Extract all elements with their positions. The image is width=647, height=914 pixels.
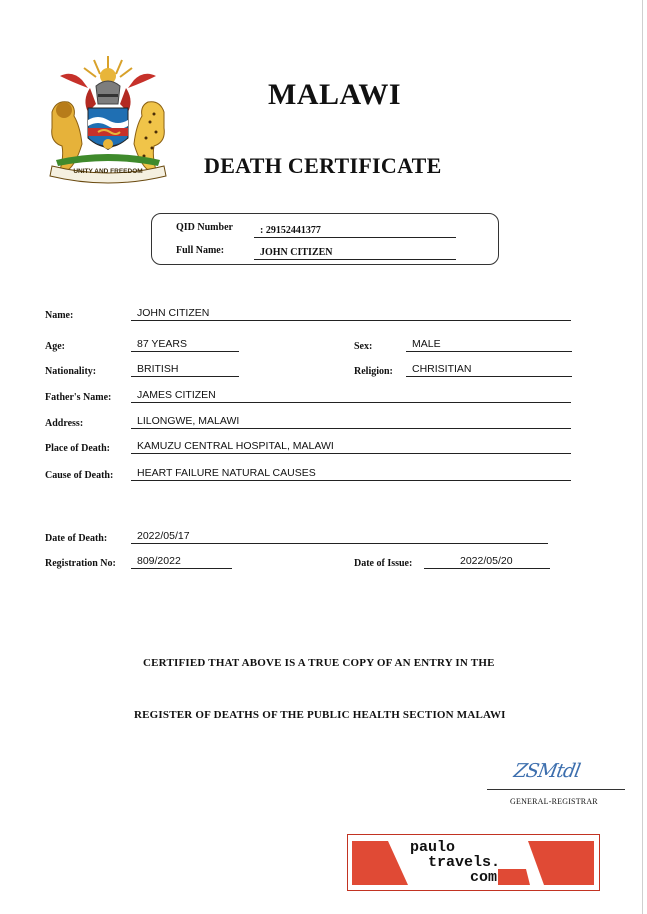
name-label: Name:	[45, 310, 74, 321]
place-of-death-field	[131, 440, 571, 454]
religion-value: CHRISITIAN	[412, 363, 472, 375]
father-name-label: Father's Name:	[45, 392, 112, 403]
date-of-death-field	[131, 530, 548, 544]
address-label: Address:	[45, 418, 84, 429]
registration-no-value: 809/2022	[137, 555, 181, 567]
certification-line-2: REGISTER OF DEATHS OF THE PUBLIC HEALTH SECTION MALAWI	[134, 709, 506, 721]
nationality-field	[131, 363, 239, 377]
registration-no-label: Registration No:	[45, 558, 116, 569]
date-of-issue-value: 2022/05/20	[460, 555, 513, 567]
logo-text-line-1: paulo	[410, 839, 456, 856]
registrar-signature: ZSMtdl	[512, 760, 582, 782]
coat-of-arms-motto: UNITY AND FREEDOM	[73, 168, 143, 175]
qid-value: : 29152441377	[260, 225, 321, 236]
cause-of-death-value: HEART FAILURE NATURAL CAUSES	[137, 467, 316, 479]
cause-of-death-field	[131, 467, 571, 481]
cause-of-death-label: Cause of Death:	[45, 470, 114, 481]
father-name-field	[131, 389, 571, 403]
age-label: Age:	[45, 341, 65, 352]
religion-field	[406, 363, 572, 377]
full-name-field	[254, 246, 456, 260]
document-title: DEATH CERTIFICATE	[204, 153, 442, 178]
sex-field	[406, 338, 572, 352]
registrar-title: GENERAL-REGISTRAR	[510, 797, 598, 806]
date-of-issue-label: Date of Issue:	[354, 558, 413, 569]
nationality-value: BRITISH	[137, 363, 179, 375]
name-value: JOHN CITIZEN	[137, 307, 210, 319]
sex-label: Sex:	[354, 341, 373, 352]
address-field	[131, 415, 571, 429]
nationality-label: Nationality:	[45, 366, 97, 377]
date-of-death-label: Date of Death:	[45, 533, 108, 544]
logo-text-line-2: travels.	[428, 854, 501, 871]
registration-no-field	[131, 555, 232, 569]
country-title: MALAWI	[268, 78, 402, 111]
certification-line-1: CERTIFIED THAT ABOVE IS A TRUE COPY OF AN ENTRY IN THE	[143, 657, 495, 669]
sex-value: MALE	[412, 338, 441, 350]
address-value: LILONGWE, MALAWI	[137, 415, 240, 427]
place-of-death-label: Place of Death:	[45, 443, 110, 454]
coat-of-arms-emblem	[42, 52, 174, 184]
age-value: 87 YEARS	[137, 338, 188, 350]
logo-text-line-3: com	[470, 869, 498, 886]
full-name-value: JOHN CITIZEN	[260, 247, 333, 258]
date-of-death-value: 2022/05/17	[137, 530, 190, 542]
father-name-value: JAMES CITIZEN	[137, 389, 216, 401]
date-of-issue-field	[424, 555, 550, 569]
religion-label: Religion:	[354, 366, 393, 377]
signature-line	[487, 789, 625, 790]
name-field	[131, 307, 571, 321]
qid-label: QID Number	[176, 222, 233, 233]
full-name-label: Full Name:	[176, 245, 225, 256]
logo-text	[410, 840, 530, 886]
age-field	[131, 338, 239, 352]
paulo-travels-logo	[347, 834, 600, 891]
page-edge	[642, 0, 643, 914]
place-of-death-value: KAMUZU CENTRAL HOSPITAL, MALAWI	[137, 440, 334, 452]
qid-field	[254, 224, 456, 238]
